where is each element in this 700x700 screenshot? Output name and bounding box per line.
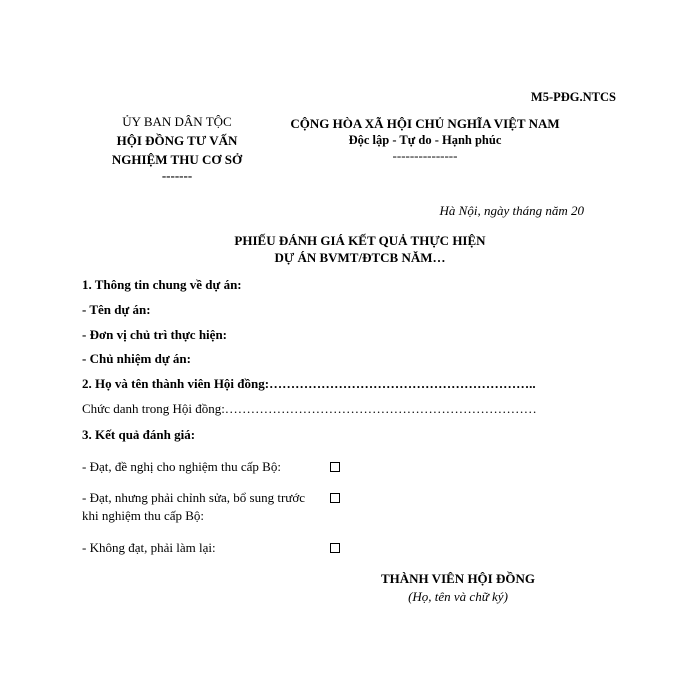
form-title-line1: PHIẾU ĐÁNH GIÁ KẾT QUẢ THỰC HIỆN bbox=[234, 233, 486, 248]
council-name-line1: HỘI ĐỒNG TƯ VẤN bbox=[116, 133, 238, 148]
issuing-agency-block bbox=[82, 112, 272, 183]
option-fail-checkbox[interactable] bbox=[330, 543, 340, 553]
signature-block bbox=[362, 570, 554, 606]
section3-heading: 3. Kết quả đánh giá: bbox=[82, 427, 196, 442]
form-code: M5-PĐG.NTCS bbox=[530, 90, 616, 104]
host-unit-label: - Đơn vị chủ trì thực hiện: bbox=[82, 327, 227, 342]
form-title-line2: DỰ ÁN BVMT/ĐTCB NĂM… bbox=[274, 250, 446, 265]
date-line: Hà Nội, ngày tháng năm 20 bbox=[439, 203, 584, 218]
option-pass-label: - Đạt, đề nghị cho nghiệm thu cấp Bộ: bbox=[82, 459, 281, 474]
section1-heading: 1. Thông tin chung về dự án: bbox=[82, 277, 242, 292]
option-revise-label-line1: - Đạt, nhưng phải chỉnh sửa, bổ sung trước bbox=[82, 490, 305, 505]
national-motto-block bbox=[278, 115, 572, 163]
signer-title: THÀNH VIÊN HỘI ĐỒNG bbox=[381, 571, 535, 586]
agency-divider: ------- bbox=[161, 168, 193, 183]
project-name-label: - Tên dự án: bbox=[82, 302, 151, 317]
option-revise-label-line2: khi nghiệm thu cấp Bộ: bbox=[82, 508, 205, 523]
agency-name: ỦY BAN DÂN TỘC bbox=[122, 114, 232, 129]
option-fail-label: - Không đạt, phải làm lại: bbox=[82, 540, 216, 555]
option-revise-checkbox[interactable] bbox=[330, 493, 340, 503]
council-position-line: Chức danh trong Hội đồng:……………………………………………………………… bbox=[82, 401, 537, 416]
section2-heading: 2. Họ và tên thành viên Hội đồng:…………………………………………………….. bbox=[82, 376, 536, 391]
form-title bbox=[150, 232, 570, 266]
signer-note: (Họ, tên và chữ ký) bbox=[408, 589, 508, 604]
project-lead-label: - Chủ nhiệm dự án: bbox=[82, 351, 191, 366]
option-pass-checkbox[interactable] bbox=[330, 462, 340, 472]
motto: Độc lập - Tự do - Hạnh phúc bbox=[348, 133, 502, 147]
country-name: CỘNG HÒA XÃ HỘI CHỦ NGHĨA VIỆT NAM bbox=[290, 116, 560, 131]
council-name-line2: NGHIỆM THU CƠ SỞ bbox=[111, 152, 243, 167]
motto-divider: --------------- bbox=[392, 148, 458, 163]
